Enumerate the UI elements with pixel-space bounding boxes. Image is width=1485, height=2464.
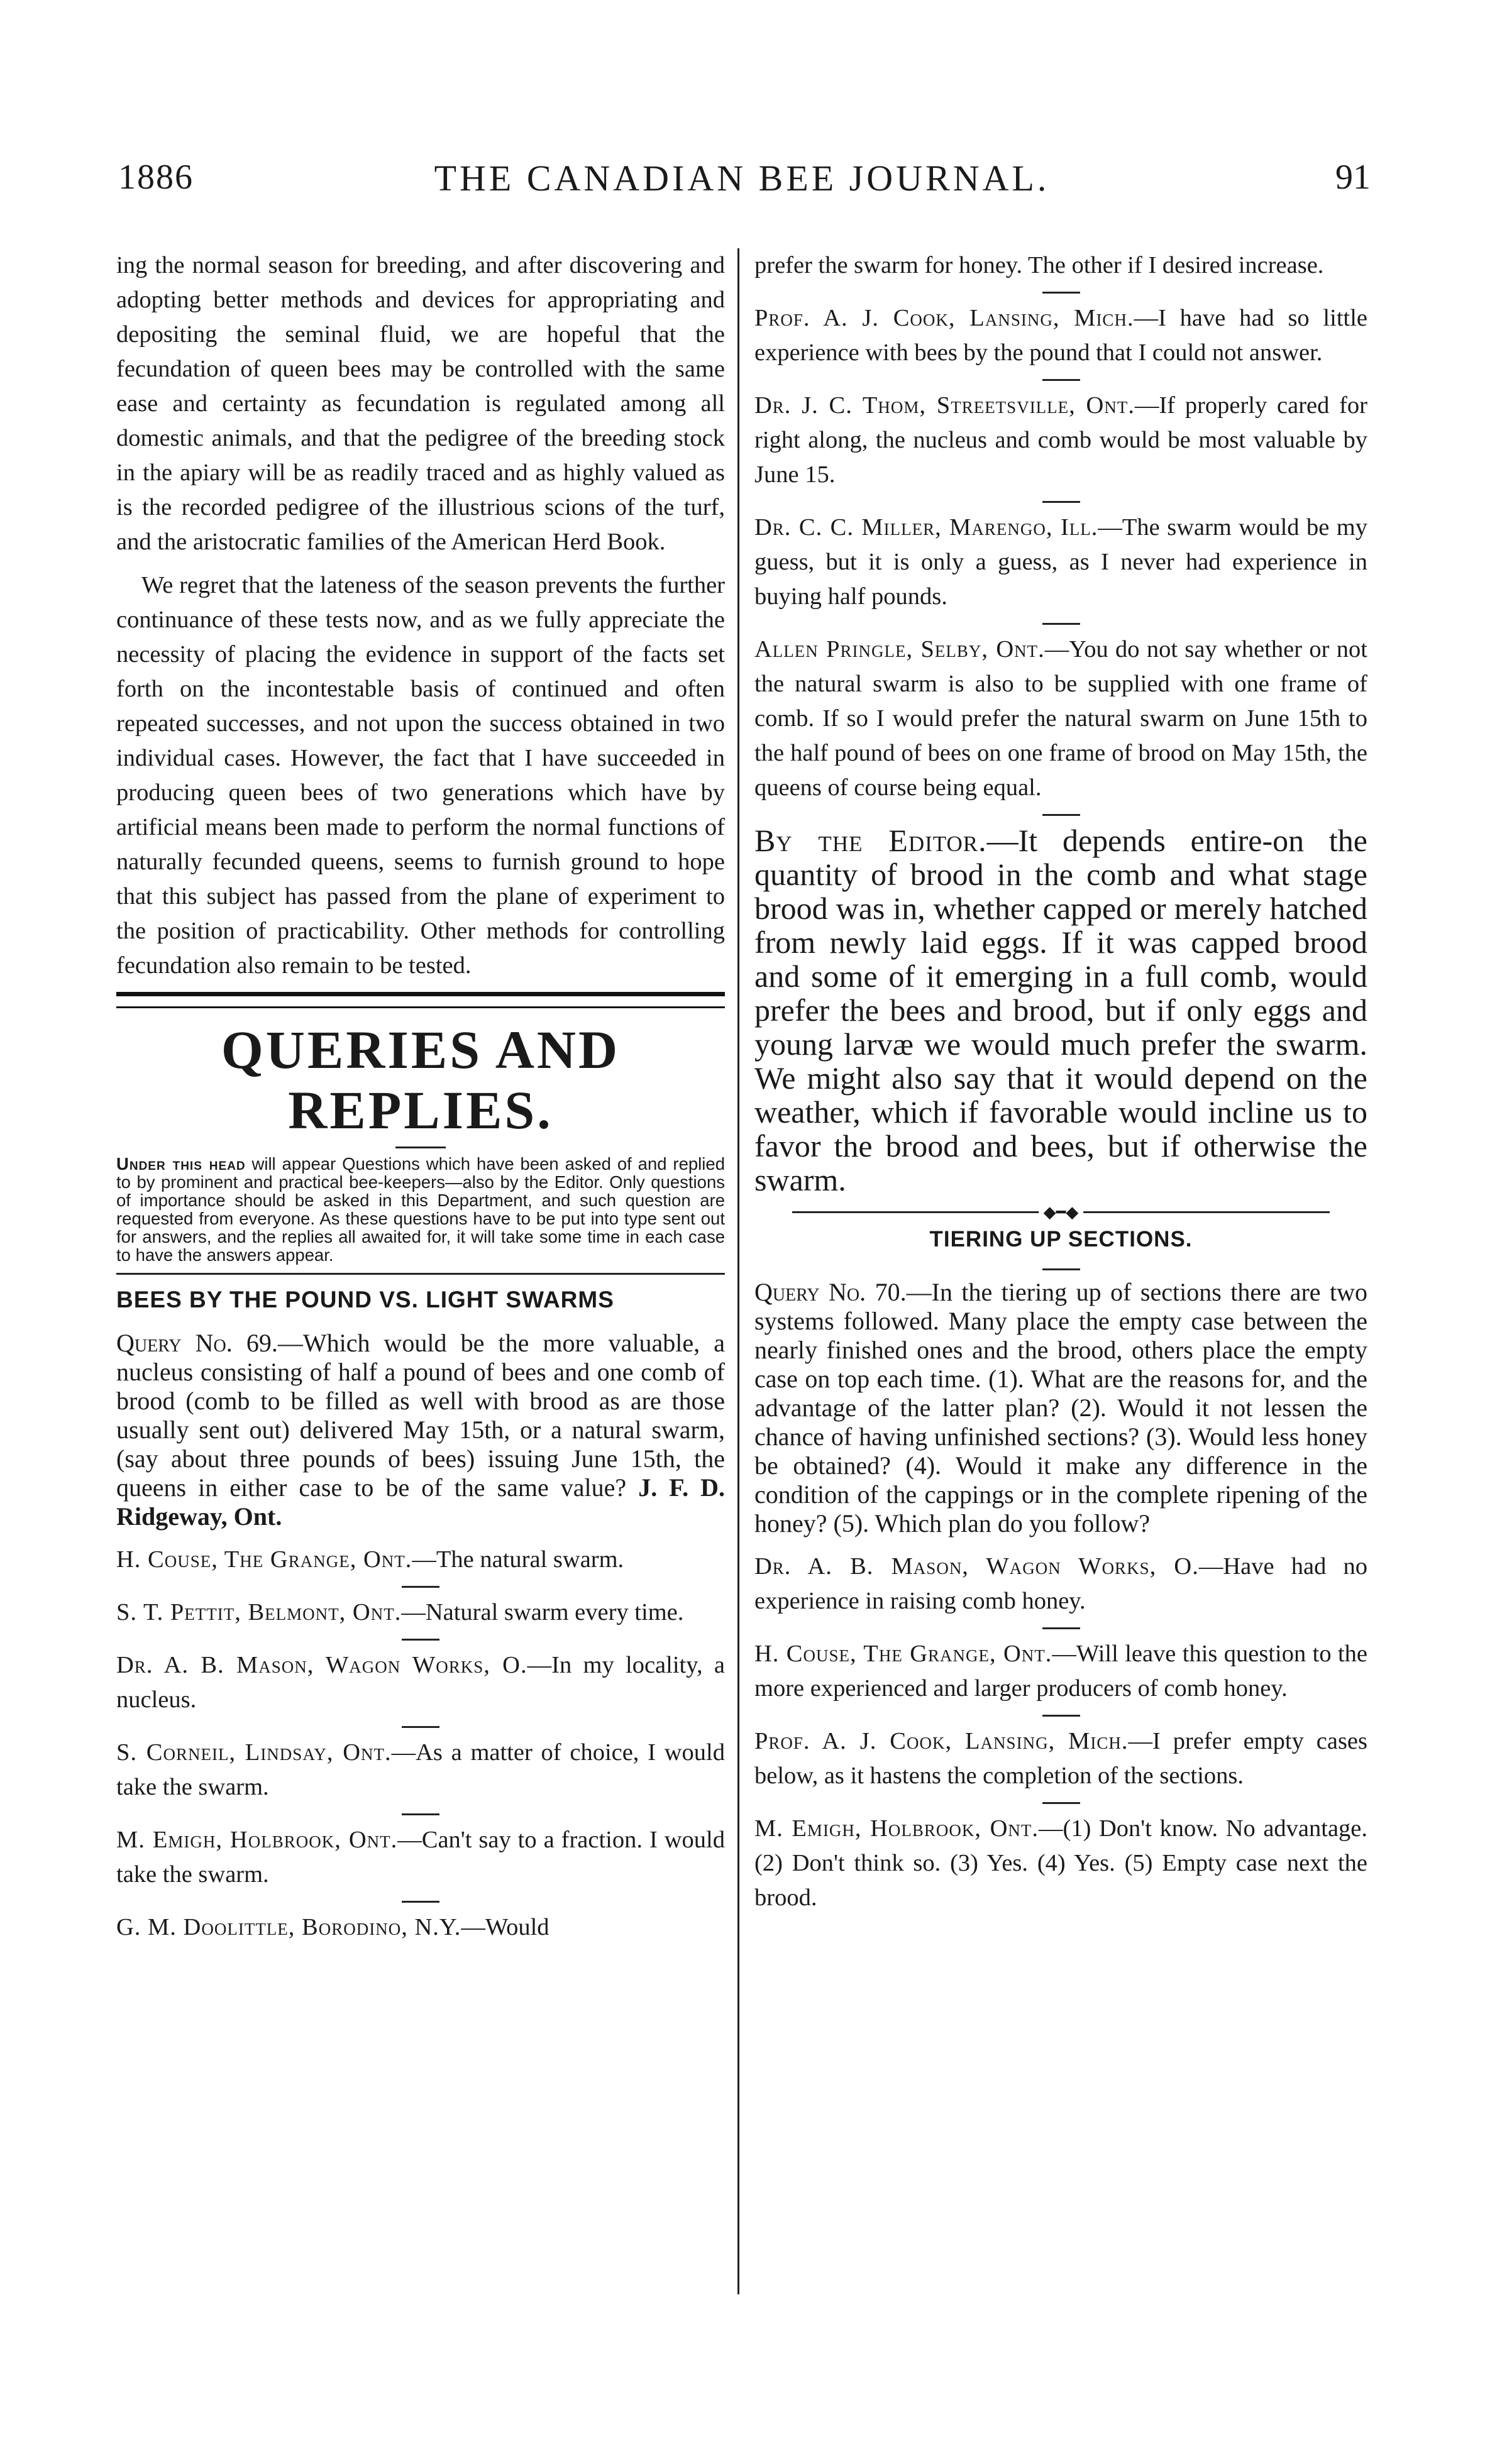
reply: [116, 1735, 725, 1805]
journal-title: THE CANADIAN BEE JOURNAL.: [434, 158, 1050, 199]
reply: [116, 1823, 725, 1892]
divider: [1042, 814, 1080, 816]
reply: [754, 1637, 1367, 1706]
divider: [395, 1147, 446, 1148]
query-signature: J. F. D. Ridgeway, Ont.: [116, 1473, 726, 1531]
reply-text: —As a matter of choice, I would take the swarm.: [116, 1739, 725, 1800]
reply-text: —I have had so little experience with bees by the pound that I could not answer.: [754, 305, 1368, 366]
page-number: 91: [1335, 158, 1371, 197]
paragraph-continued: ing the normal season for breeding, and after discovering and adopting better methods and devices for appropriating and depositing the seminal fluid, we are hopeful that the fecundation of queen bees may be controlled with the same ease and certainty as fecundation is regulated among all domestic animals, and that the pedigree of the breeding stock in the apiary will be as readily traced and as highly valued as is the recorded pedigree of the illustrious scions of the turf, and the aristocratic families of the American Herd Book.: [116, 252, 725, 555]
reply: [754, 1549, 1367, 1619]
query-text: —Which would be the more valuable, a nucleus consisting of half a pound of bees and one comb of brood (comb to be filled as well with brood as are those usually sent out) delivered May 15th, or a natural swarm, (say about three pounds of bees) issuing June 15th, the queens in either case to be of the same value?: [116, 1329, 726, 1502]
reply-author: M. Emigh, Holbrook, Ont.: [116, 1827, 398, 1853]
column-divider: [737, 248, 739, 2294]
divider: [1042, 1627, 1080, 1629]
reply-text: —Can't say to a fraction. I would take the swarm.: [116, 1827, 725, 1888]
divider: [1042, 292, 1080, 294]
paragraph: We regret that the lateness of the season prevents the further continuance of these tests now, and as we fully appreciate the necessity of placing the evidence in support of the facts set forth on the incontestable basis of continued and often repeated successes, and not upon the success obtained in two individual cases. However, the fact that I have succeeded in producing queen bees of two generations which have by artificial means been made to perform the normal functions of naturally fecunded queens, seems to furnish ground to hope that this subject has passed from the plane of experiment to the position of practicability. Other methods for controlling fecundation also remain to be tested.: [116, 572, 725, 979]
section-title: QUERIES AND REPLIES.: [221, 1020, 621, 1140]
reply: [754, 301, 1367, 370]
reply-author: H. Couse, The Grange, Ont.: [116, 1546, 412, 1573]
reply: [116, 1648, 725, 1717]
reply: [116, 1543, 725, 1577]
editor-reply: [754, 823, 1367, 1197]
divider: [1042, 623, 1080, 625]
reply-author: H. Couse, The Grange, Ont.: [754, 1641, 1052, 1667]
reply-author: S. Corneil, Lindsay, Ont.: [116, 1739, 392, 1766]
reply-text: —Would: [461, 1914, 549, 1940]
divider: [402, 1813, 439, 1815]
reply-text: —The swarm would be my guess, but it is only a guess, as I never had experience in buying half pounds.: [754, 514, 1367, 610]
ornamental-rule: [792, 1203, 1330, 1221]
reply-author: Dr. J. C. Thom, Streetsville, Ont.: [754, 392, 1135, 419]
section-intro: [116, 1155, 725, 1264]
query-number: Query No. 69.: [116, 1329, 278, 1357]
reply-text: —(1) Don't know. No advantage. (2) Don't think so. (3) Yes. (4) Yes. (5) Empty case next the brood.: [754, 1815, 1367, 1911]
reply-author: G. M. Doolittle, Borodino, N.Y.: [116, 1914, 461, 1940]
query-number: Query No. 70.: [754, 1278, 907, 1306]
divider: [402, 1639, 439, 1641]
query-text: —In the tiering up of sections there are two systems followed. Many place the empty case between the nearly finished ones and the brood, others place the empty case on top each time. (1). What are the reasons for, and the advantage of the latter plan? (2). Would it not lessen the chance of having unfinished sections? (3). Would less honey be obtained? (4). Would it make any difference in the condition of the cappings or in the complete ripening of the honey? (5). Which plan do you follow?: [754, 1278, 1367, 1537]
running-head: [113, 157, 1371, 207]
reply-text: —Will leave this question to the more experienced and larger producers of comb honey.: [754, 1641, 1367, 1702]
query-heading: BEES BY THE POUND VS. LIGHT SWARMS: [116, 1287, 614, 1312]
reply-text: —Natural swarm every time.: [401, 1599, 684, 1625]
section-rule: [116, 992, 725, 1008]
reply-author: Dr. C. C. Miller, Marengo, Ill.: [754, 514, 1098, 541]
reply: [754, 1724, 1367, 1793]
query-69: [116, 1329, 725, 1531]
reply-author: Allen Pringle, Selby, Ont.: [754, 636, 1045, 663]
reply: [754, 632, 1367, 805]
query-70: [754, 1278, 1367, 1538]
reply-author: Dr. A. B. Mason, Wagon Works, O.: [754, 1553, 1199, 1580]
header-year: 1886: [118, 158, 194, 197]
right-column: [754, 248, 1367, 1924]
divider: [1042, 1268, 1080, 1270]
reply: [754, 1812, 1367, 1915]
editor-lead: By the Editor.: [754, 823, 987, 858]
reply-text: —If properly cared for right along, the nucleus and comb would be most valuable by June 15.: [754, 392, 1367, 488]
intro-text: will appear Questions which have been asked of and replied to by prominent and practical bee-keepers—also by the Editor. Only questions of importance should be asked in this Department, and such question are requested from everyone. As these questions have to be put into type sent out for answers, and the replies all awaited for, it will take some time in each case to have the answers appear.: [116, 1154, 725, 1265]
reply-text: —You do not say whether or not the natural swarm is also to be supplied with one frame of comb. If so I would prefer the natural swarm on June 15th to the half pound of bees on one frame of brood on May 15th, the queens of course being equal.: [754, 636, 1368, 801]
reply-text: —I prefer empty cases below, as it hastens the completion of the sections.: [754, 1728, 1368, 1789]
divider: [402, 1586, 439, 1588]
ornament-icon: ◆━◆: [1039, 1206, 1084, 1219]
reply-author: M. Emigh, Holbrook, Ont.: [754, 1815, 1039, 1842]
divider: [402, 1726, 439, 1728]
reply: [754, 510, 1367, 614]
divider: [1042, 1802, 1080, 1804]
reply-author: Prof. A. J. Cook, Lansing, Mich.: [754, 305, 1134, 331]
reply-text: —In my locality, a nucleus.: [116, 1652, 725, 1713]
query-heading: TIERING UP SECTIONS.: [929, 1227, 1193, 1251]
divider: [402, 1901, 439, 1903]
reply-text: —Have had no experience in raising comb honey.: [754, 1553, 1367, 1614]
reply-author: Dr. A. B. Mason, Wagon Works, O.: [116, 1652, 527, 1678]
left-column: [116, 248, 725, 1954]
reply-continued: prefer the swarm for honey. The other if I desired increase.: [754, 252, 1324, 278]
reply: [116, 1595, 725, 1630]
reply: [116, 1910, 725, 1945]
divider: [1042, 379, 1080, 381]
intro-lead: Under this head: [116, 1154, 246, 1174]
reply: [754, 388, 1367, 492]
reply-text: —The natural swarm.: [412, 1546, 624, 1573]
divider: [1042, 1715, 1080, 1717]
editor-text: —It depends entire-on the quantity of brood in the comb and what stage brood was in, whether capped or merely hatched from newly laid eggs. If it was capped brood and some of it emerging in a full comb, would prefer the bees and brood, but if only eggs and young larvæ we would much prefer the swarm. We might also say that it would depend on the weather, which if favorable would incline us to favor the brood and bees, but if otherwise the swarm.: [754, 823, 1367, 1197]
reply-author: Prof. A. J. Cook, Lansing, Mich.: [754, 1728, 1129, 1754]
reply-author: S. T. Pettit, Belmont, Ont.: [116, 1599, 402, 1625]
divider: [116, 1273, 725, 1275]
divider: [1042, 501, 1080, 503]
